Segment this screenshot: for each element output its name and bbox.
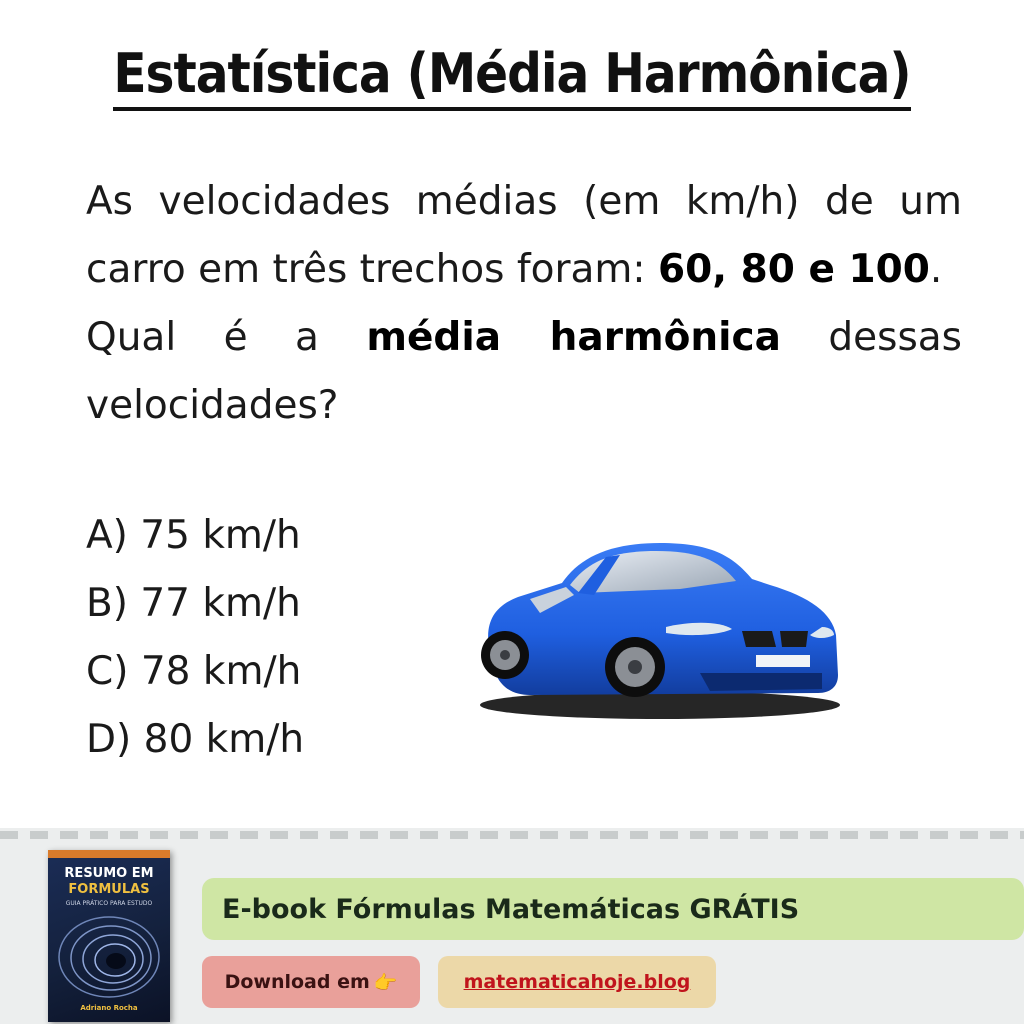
pointing-hand-icon: 👉 [373, 971, 398, 994]
answer-options [86, 502, 304, 774]
question-p2-start: Qual é a [86, 315, 367, 360]
ebook-author: Adriano Rocha [80, 1004, 138, 1012]
ebook-banner[interactable] [202, 878, 1024, 940]
question-paragraph-1 [86, 168, 962, 304]
blue-car-illustration [470, 535, 845, 720]
question-p1-start: As velocidades médias (em km/h) de um carro em três trechos foram: [86, 179, 962, 292]
page-title [0, 42, 1024, 105]
ebook-title-line2: FORMULAS [68, 882, 150, 897]
question-p1-end: . [929, 247, 943, 292]
option-a: A) 75 km/h [86, 513, 301, 558]
download-button[interactable] [202, 956, 420, 1008]
ebook-banner-text: E-book Fórmulas Matemáticas [222, 893, 681, 925]
footer-decoration [0, 831, 1024, 839]
option-c: C) 78 km/h [86, 649, 302, 694]
question-text [86, 168, 962, 440]
question-p1-values: 60, 80 e 100 [657, 247, 930, 292]
ebook-cover-stripe [48, 850, 170, 858]
ebook-subtitle: GUIA PRÁTICO PARA ESTUDO [65, 900, 153, 907]
option-d: D) 80 km/h [86, 717, 305, 762]
blog-link-text: matematicahoje.blog [463, 971, 691, 993]
footer-promo [0, 828, 1024, 1024]
option-b: B) 77 km/h [86, 581, 301, 626]
question-paragraph-2 [86, 304, 962, 440]
ebook-cover[interactable] [48, 850, 170, 1022]
download-label: Download em [224, 971, 370, 993]
ebook-tunnel-art [56, 912, 162, 1002]
ebook-banner-free: GRÁTIS [689, 893, 800, 925]
question-p2-end: dessas velocidades? [86, 315, 962, 428]
blog-link[interactable] [438, 956, 716, 1008]
ebook-title-line1: RESUMO EM [64, 866, 154, 881]
page-title-text: Estatística (Média Harmônica) [113, 42, 910, 111]
question-p2-term: média harmônica [366, 315, 781, 360]
